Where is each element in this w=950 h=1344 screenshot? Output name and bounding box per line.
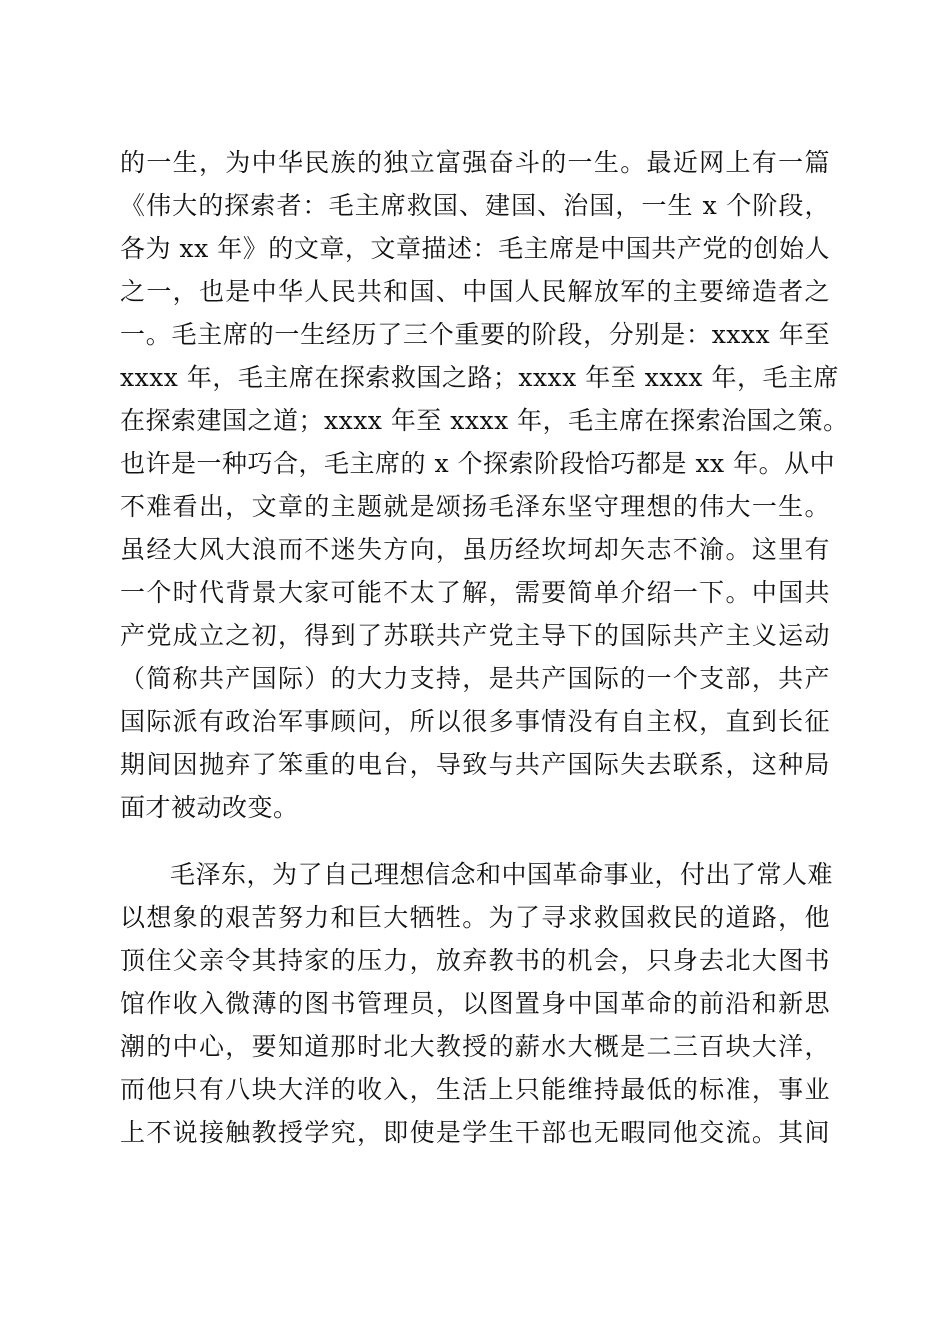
paragraph-2-line: 而他只有八块大洋的收入，生活上只能维持最低的标准，事业 xyxy=(120,1075,830,1104)
paragraph-2-line: 以想象的艰苦努力和巨大牺牲。为了寻求救国救民的道路，他 xyxy=(120,903,830,932)
paragraph-1-line: 期间因抛弃了笨重的电台，导致与共产国际失去联系，这种局 xyxy=(120,750,830,779)
paragraph-1-line: 一。毛主席的一生经历了三个重要的阶段，分别是：xxxx 年至 xyxy=(120,320,830,349)
paragraph-1-line: 之一，也是中华人民共和国、中国人民解放军的主要缔造者之 xyxy=(120,277,830,306)
paragraph-1-line: 面才被动改变。 xyxy=(120,793,299,822)
paragraph-2-line: 馆作收入微薄的图书管理员，以图置身中国革命的前沿和新思 xyxy=(120,989,830,1018)
paragraph-1-line: 在探索建国之道；xxxx 年至 xxxx 年，毛主席在探索治国之策。 xyxy=(120,406,849,435)
paragraph-2 xyxy=(120,855,834,1155)
paragraph-2-line: 上不说接触教授学究，即使是学生干部也无暇同他交流。其间 xyxy=(120,1118,830,1147)
paragraph-1-line: 虽经大风大浪而不迷失方向，虽历经坎坷却矢志不渝。这里有 xyxy=(120,535,830,564)
paragraph-1 xyxy=(120,143,849,822)
paragraph-1-line: 一个时代背景大家可能不太了解，需要简单介绍一下。中国共 xyxy=(120,578,830,607)
paragraph-2-line: 毛泽东，为了自己理想信念和中国革命事业，付出了常人难 xyxy=(170,860,834,889)
paragraph-2-line: 顶住父亲令其持家的压力，放弃教书的机会，只身去北大图书 xyxy=(120,946,830,975)
paragraph-1-line: 《伟大的探索者：毛主席救国、建国、治国，一生 x 个阶段， xyxy=(120,191,830,220)
paragraph-2-line: 潮的中心，要知道那时北大教授的薪水大概是二三百块大洋， xyxy=(120,1032,830,1061)
paragraph-1-line: xxxx 年，毛主席在探索救国之路；xxxx 年至 xxxx 年，毛主席 xyxy=(120,363,839,392)
paragraph-1-line: 国际派有政治军事顾问，所以很多事情没有自主权，直到长征 xyxy=(120,707,830,736)
paragraph-1-line: 不难看出，文章的主题就是颂扬毛泽东坚守理想的伟大一生。 xyxy=(120,492,830,521)
paragraph-1-line: （简称共产国际）的大力支持，是共产国际的一个支部，共产 xyxy=(120,664,830,693)
paragraph-1-line: 也许是一种巧合，毛主席的 x 个探索阶段恰巧都是 xx 年。从中 xyxy=(120,449,836,478)
paragraph-1-line: 产党成立之初，得到了苏联共产党主导下的国际共产主义运动 xyxy=(120,621,830,650)
paragraph-1-line: 各为 xx 年》的文章，文章描述：毛主席是中国共产党的创始人 xyxy=(120,234,830,263)
paragraph-1-line: 的一生，为中华民族的独立富强奋斗的一生。最近网上有一篇 xyxy=(120,148,830,177)
